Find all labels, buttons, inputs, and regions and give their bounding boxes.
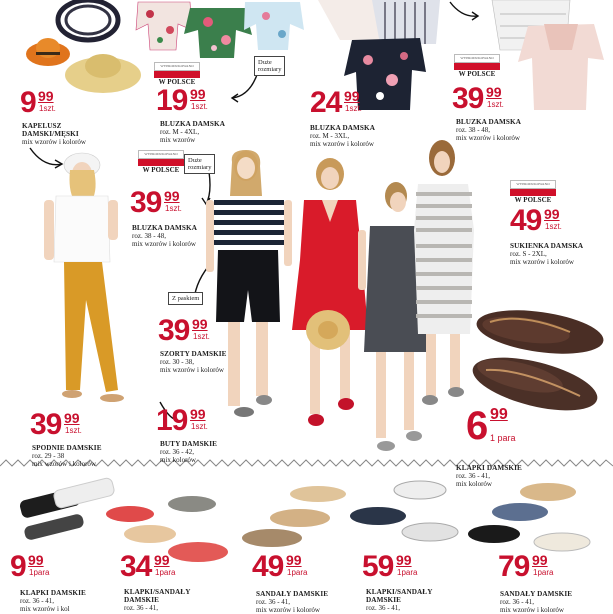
flag-red-band [510, 189, 556, 196]
flag-country: W POLSCE [514, 196, 552, 204]
model-3-image [292, 158, 368, 426]
label-hat: KAPELUSZ DAMSKI/MĘSKI mix wzorów i kolorów [22, 122, 86, 146]
flag-country: W POLSCE [458, 70, 496, 78]
label-slippers: KLAPKI DAMSKIE roz. 36 - 41, mix kolorów [456, 464, 522, 488]
label-bottom-3: SANDAŁY DAMSKIE roz. 36 - 41, mix wzorów i kolorów [256, 590, 329, 614]
price-pants: 39 99 1szt. [30, 408, 82, 441]
price-bottom-3: 49 99 1para [252, 550, 308, 583]
price-slippers: 6 99 1 para [466, 404, 516, 448]
large-sizes-tag-2: Duże rozmiary [184, 154, 215, 174]
price-bottom-2: 34 99 1para [120, 550, 176, 583]
made-in-poland-flag-1 [154, 62, 200, 86]
price-blouse-1: 19 99 1szt. [156, 84, 208, 117]
model-1-image [44, 153, 124, 402]
label-pants: SPODNIE DAMSKIE roz. 29 - 38 mix wzorów i kolorów [32, 444, 102, 468]
blouses-image-3 [492, 0, 604, 110]
price-dress: 49 99 1szt. [510, 204, 562, 237]
label-bottom-4: KLAPKI/SANDAŁY DAMSKIE roz. 36 - 41, [366, 588, 433, 612]
hats-image [26, 0, 141, 93]
blouses-image-1 [136, 2, 304, 58]
flag-country: W POLSCE [142, 166, 180, 174]
label-blouse-4: BLUZKA DAMSKA roz. 38 - 48, mix wzorów i kolorów [132, 224, 197, 248]
flag-red-band [154, 71, 200, 78]
label-blouse-3: BLUZKA DAMSKA roz. 38 - 48, mix wzorów i kolorów [456, 118, 521, 142]
price-shorts: 39 99 1szt. [158, 314, 210, 347]
price-bottom-5: 79 99 1para [498, 550, 554, 583]
label-bottom-5: SANDAŁY DAMSKIE roz. 36 - 41, mix wzorów i kolorów [500, 590, 573, 614]
flag-small-text: WYPRODUKOWANO [510, 180, 556, 189]
made-in-poland-flag-2 [454, 54, 500, 78]
made-in-poland-flag-4 [510, 180, 556, 204]
label-dress: SUKIENKA DAMSKA roz. S - 2XL, mix wzorów i kolorów [510, 242, 584, 266]
price-blouse-3: 39 99 1szt. [452, 82, 504, 115]
large-sizes-tag-1: Duże rozmiary [254, 56, 285, 76]
label-bottom-2: KLAPKI/SANDAŁY DAMSKIE roz. 36 - 41, [124, 588, 191, 612]
label-blouse-2: BLUZKA DAMSKA roz. M - 3XL, mix wzorów i kolorów [310, 124, 375, 148]
flag-red-band [138, 159, 184, 166]
price-blouse-2: 24 99 1szt. [310, 86, 362, 119]
price-hat: 9 99 1szt. [20, 86, 56, 119]
price-shoes: 19 99 1szt. [156, 404, 208, 437]
flag-country: W POLSCE [158, 78, 196, 86]
label-shoes: BUTY DAMSKIE roz. 36 - 42, mix kolorów [160, 440, 218, 464]
flag-small-text: WYPRODUKOWANO [454, 54, 500, 63]
slippers-image [468, 303, 607, 421]
price-bottom-1: 9 99 1para [10, 550, 50, 583]
flag-small-text: WYPRODUKOWANO [154, 62, 200, 71]
made-in-poland-flag-3 [138, 150, 184, 174]
price-bottom-4: 59 99 1para [362, 550, 418, 583]
label-blouse-1: BLUZKA DAMSKA roz. M - 4XL, mix wzorów [160, 120, 225, 144]
model-2-image [206, 150, 292, 417]
label-bottom-1: KLAPKI DAMSKIE roz. 36 - 41, mix wzorów i kol [20, 589, 86, 613]
price-blouse-4: 39 99 1szt. [130, 186, 182, 219]
belt-tag: Z paskiem [168, 292, 203, 305]
label-shorts: SZORTY DAMSKIE roz. 30 - 38, mix wzorów i kolorów [160, 350, 227, 374]
flag-small-text: WYPRODUKOWANO [138, 150, 184, 159]
model-5-image [414, 140, 474, 405]
flag-red-band [454, 63, 500, 70]
